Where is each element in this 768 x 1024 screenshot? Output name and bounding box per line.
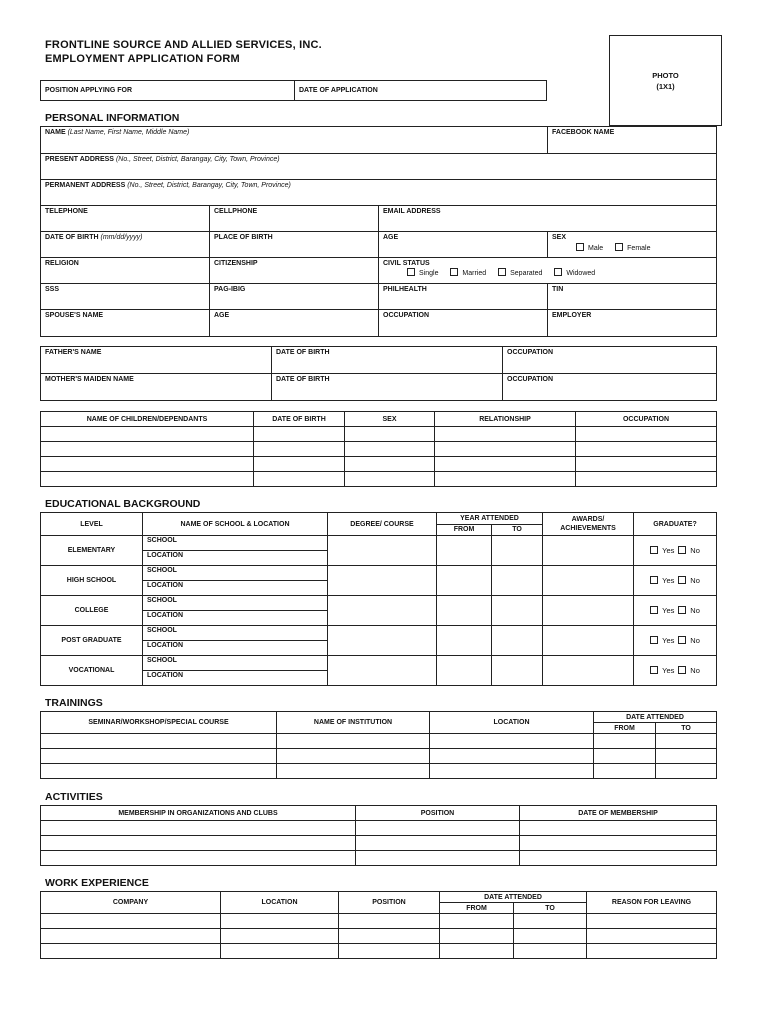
checkbox-icon[interactable]	[650, 576, 658, 584]
edu-header-level: LEVEL	[41, 513, 143, 536]
sex-field: SEX Male Female	[548, 232, 717, 258]
work-header-to: TO	[514, 903, 587, 914]
permanent-address-field[interactable]: PERMANENT ADDRESS (No., Street, District, Barangay, City, Town, Province)	[41, 180, 717, 206]
table-row	[41, 821, 717, 836]
position-applying-field[interactable]: POSITION APPLYING FOR	[41, 81, 295, 101]
education-title: EDUCATIONAL BACKGROUND	[45, 498, 201, 510]
sss-field[interactable]: SSS	[41, 284, 210, 310]
parents-table	[40, 346, 717, 401]
trainings-table	[40, 711, 717, 779]
table-row	[41, 734, 717, 749]
table-row	[41, 929, 717, 944]
personal-info-title: PERSONAL INFORMATION	[45, 112, 180, 124]
children-header-occupation: OCCUPATION	[576, 412, 717, 427]
edu-header-from: FROM	[437, 524, 492, 536]
civil-separated-option[interactable]: Separated	[498, 270, 542, 277]
edu-location-field[interactable]: LOCATION	[143, 611, 328, 626]
table-row	[41, 851, 717, 866]
father-name-field[interactable]: FATHER'S NAME	[41, 347, 272, 374]
checkbox-icon[interactable]	[407, 268, 415, 276]
graduate-choice: Yes No	[634, 656, 717, 686]
edu-header-school: NAME OF SCHOOL & LOCATION	[143, 513, 328, 536]
cellphone-field[interactable]: CELLPHONE	[210, 206, 379, 232]
edu-school-field[interactable]: SCHOOL	[143, 626, 328, 641]
act-header-date: DATE OF MEMBERSHIP	[520, 806, 717, 821]
checkbox-icon[interactable]	[678, 666, 686, 674]
work-header-company: COMPANY	[41, 892, 221, 914]
facebook-field[interactable]: FACEBOOK NAME	[548, 127, 717, 154]
children-header-dob: DATE OF BIRTH	[254, 412, 345, 427]
civil-single-option[interactable]: Single	[407, 270, 438, 277]
age-field[interactable]: AGE	[379, 232, 548, 258]
sex-female-option[interactable]: Female	[615, 245, 650, 252]
checkbox-icon[interactable]	[678, 576, 686, 584]
mother-dob-field[interactable]: DATE OF BIRTH	[272, 374, 503, 401]
position-date-table	[40, 80, 547, 101]
spouse-occupation-field[interactable]: OCCUPATION	[379, 310, 548, 337]
civil-status-field: CIVIL STATUS Single Married Separated Widowed	[379, 258, 717, 284]
children-header-name: NAME OF CHILDREN/DEPENDANTS	[41, 412, 254, 427]
edu-level-elementary: ELEMENTARY	[41, 536, 143, 566]
table-row	[41, 427, 717, 442]
work-header-date: DATE ATTENDED	[440, 892, 587, 903]
children-header-relationship: RELATIONSHIP	[435, 412, 576, 427]
personal-info-table	[40, 126, 717, 337]
religion-field[interactable]: RELIGION	[41, 258, 210, 284]
edu-level-postgraduate: POST GRADUATE	[41, 626, 143, 656]
photo-box[interactable]	[609, 35, 722, 126]
train-header-institution: NAME OF INSTITUTION	[277, 712, 430, 734]
graduate-choice: Yes No	[634, 566, 717, 596]
spouse-employer-field[interactable]: EMPLOYER	[548, 310, 717, 337]
edu-header-graduate: GRADUATE?	[634, 513, 717, 536]
company-name: FRONTLINE SOURCE AND ALLIED SERVICES, INC.	[45, 39, 322, 51]
checkbox-icon[interactable]	[650, 606, 658, 614]
train-header-seminar: SEMINAR/WORKSHOP/SPECIAL COURSE	[41, 712, 277, 734]
edu-location-field[interactable]: LOCATION	[143, 551, 328, 566]
pagibig-field[interactable]: PAG-IBIG	[210, 284, 379, 310]
edu-school-field[interactable]: SCHOOL	[143, 656, 328, 671]
education-table	[40, 512, 717, 686]
train-header-to: TO	[656, 723, 717, 734]
dob-field[interactable]: DATE OF BIRTH (mm/dd/yyyy)	[41, 232, 210, 258]
table-row	[41, 944, 717, 959]
checkbox-icon[interactable]	[576, 243, 584, 251]
work-header-position: POSITION	[339, 892, 440, 914]
edu-header-to: TO	[492, 524, 543, 536]
table-row	[41, 472, 717, 487]
form-title: EMPLOYMENT APPLICATION FORM	[45, 53, 240, 65]
checkbox-icon[interactable]	[678, 546, 686, 554]
children-header-sex: SEX	[345, 412, 435, 427]
edu-school-field[interactable]: SCHOOL	[143, 536, 328, 551]
spouse-age-field[interactable]: AGE	[210, 310, 379, 337]
act-header-position: POSITION	[356, 806, 520, 821]
edu-level-highschool: HIGH SCHOOL	[41, 566, 143, 596]
activities-title: ACTIVITIES	[45, 791, 103, 803]
checkbox-icon[interactable]	[650, 636, 658, 644]
checkbox-icon[interactable]	[678, 636, 686, 644]
checkbox-icon[interactable]	[498, 268, 506, 276]
table-row	[41, 749, 717, 764]
checkbox-icon[interactable]	[678, 606, 686, 614]
work-header-reason: REASON FOR LEAVING	[587, 892, 717, 914]
activities-table	[40, 805, 717, 866]
telephone-field[interactable]: TELEPHONE	[41, 206, 210, 232]
edu-location-field[interactable]: LOCATION	[143, 581, 328, 596]
edu-level-vocational: VOCATIONAL	[41, 656, 143, 686]
train-header-date: DATE ATTENDED	[594, 712, 717, 723]
graduate-choice: Yes No	[634, 536, 717, 566]
philhealth-field[interactable]: PHILHEALTH	[379, 284, 548, 310]
checkbox-icon[interactable]	[615, 243, 623, 251]
checkbox-icon[interactable]	[650, 546, 658, 554]
checkbox-icon[interactable]	[450, 268, 458, 276]
email-field[interactable]: EMAIL ADDRESS	[379, 206, 717, 232]
table-row	[41, 914, 717, 929]
checkbox-icon[interactable]	[650, 666, 658, 674]
father-occupation-field[interactable]: OCCUPATION	[503, 347, 717, 374]
train-header-location: LOCATION	[430, 712, 594, 734]
act-header-membership: MEMBERSHIP IN ORGANIZATIONS AND CLUBS	[41, 806, 356, 821]
edu-school-field[interactable]: SCHOOL	[143, 596, 328, 611]
pob-field[interactable]: PLACE OF BIRTH	[210, 232, 379, 258]
train-header-from: FROM	[594, 723, 656, 734]
checkbox-icon[interactable]	[554, 268, 562, 276]
mother-name-field[interactable]: MOTHER'S MAIDEN NAME	[41, 374, 272, 401]
work-header-location: LOCATION	[221, 892, 339, 914]
table-row	[41, 442, 717, 457]
sex-male-option[interactable]: Male	[576, 245, 603, 252]
table-row	[41, 836, 717, 851]
graduate-choice: Yes No	[634, 626, 717, 656]
civil-widowed-option[interactable]: Widowed	[554, 270, 595, 277]
tin-field[interactable]: TIN	[548, 284, 717, 310]
date-of-application-field[interactable]: DATE OF APPLICATION	[295, 81, 547, 101]
citizenship-field[interactable]: CITIZENSHIP	[210, 258, 379, 284]
table-row	[41, 457, 717, 472]
edu-header-awards: AWARDS/ ACHIEVEMENTS	[543, 513, 634, 536]
edu-header-year: YEAR ATTENDED	[437, 513, 543, 525]
civil-married-option[interactable]: Married	[450, 270, 486, 277]
edu-school-field[interactable]: SCHOOL	[143, 566, 328, 581]
children-table	[40, 411, 717, 487]
mother-occupation-field[interactable]: OCCUPATION	[503, 374, 717, 401]
graduate-choice: Yes No	[634, 596, 717, 626]
spouse-name-field[interactable]: SPOUSE'S NAME	[41, 310, 210, 337]
edu-location-field[interactable]: LOCATION	[143, 641, 328, 656]
present-address-field[interactable]: PRESENT ADDRESS (No., Street, District, Barangay, City, Town, Province)	[41, 154, 717, 180]
work-header-from: FROM	[440, 903, 514, 914]
edu-location-field[interactable]: LOCATION	[143, 671, 328, 686]
edu-header-degree: DEGREE/ COURSE	[328, 513, 437, 536]
edu-level-college: COLLEGE	[41, 596, 143, 626]
photo-size: (1X1)	[656, 82, 675, 91]
name-field[interactable]: NAME (Last Name, First Name, Middle Name)	[41, 127, 548, 154]
table-row	[41, 764, 717, 779]
father-dob-field[interactable]: DATE OF BIRTH	[272, 347, 503, 374]
work-table	[40, 891, 717, 959]
work-experience-title: WORK EXPERIENCE	[45, 877, 149, 889]
trainings-title: TRAININGS	[45, 697, 103, 709]
photo-label: PHOTO	[652, 71, 679, 80]
